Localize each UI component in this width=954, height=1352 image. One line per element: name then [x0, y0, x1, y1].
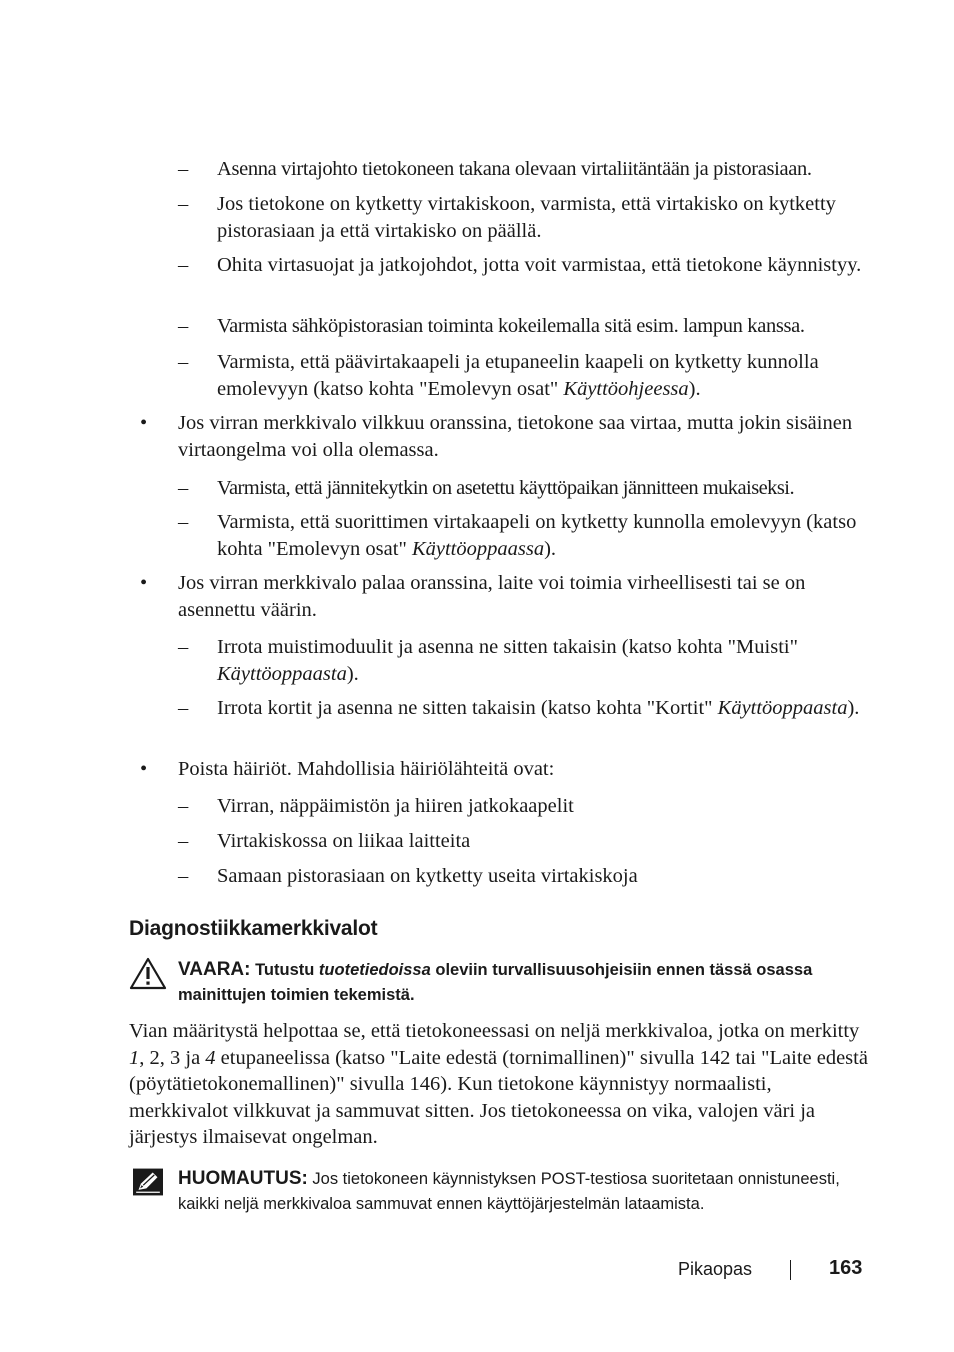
warning-triangle-icon [129, 957, 167, 991]
list-item-text: Varmista sähköpistorasian toiminta kokeilemalla sitä esim. lampun kanssa. [217, 315, 805, 337]
list-item-text: Virran, näppäimistön ja hiiren jatkokaapelit [217, 795, 574, 817]
dash-marker: – [178, 795, 189, 817]
list-item-text: Virtakiskossa on liikaa laitteita [217, 830, 471, 852]
list-item-text: Jos tietokone on kytketty virtakiskoon, varmista, että virtakisko on kytketty pistorasiaan ja että virtakisko on päällä. [217, 193, 836, 242]
dash-marker: – [178, 158, 189, 180]
page-number: 163 [829, 1257, 863, 1279]
list-item-text: Varmista, että jännitekytkin on asetettu käyttöpaikan jännitteen mukaiseksi. [217, 477, 795, 499]
section-heading: Diagnostiikkamerkkivalot [129, 917, 378, 940]
dash-marker: – [178, 254, 189, 276]
note-label: HUOMAUTUS: [178, 1168, 308, 1189]
list-item-text: Ohita virtasuojat ja jatkojohdot, jotta voit varmistaa, että tietokone käynnistyy. [217, 254, 862, 276]
dash-marker: – [178, 511, 189, 533]
list-item-text: Irrota muistimoduulit ja asenna ne sitten takaisin (katso kohta "Muisti" Käyttöoppaasta). [217, 636, 798, 685]
footer-section-label: Pikaopas [678, 1259, 753, 1279]
warning-emphasis: tuotetiedoissa [318, 961, 431, 979]
warning-text: VAARA: Tutustu tuotetiedoissa oleviin turvallisuusohjeisiin ennen tässä osassa mainittujen toimien tekemistä. [178, 959, 813, 1004]
bullet-marker: • [140, 572, 148, 594]
list-item-text: Samaan pistorasiaan on kytketty useita virtakiskoja [217, 865, 638, 887]
list-item-text: Varmista, että suorittimen virtakaapeli on kytketty kunnolla emolevyyn (katso kohta "Emolevyn osat" Käyttöoppaassa). [217, 511, 857, 560]
footer-divider [790, 1260, 791, 1280]
dash-marker: – [178, 315, 189, 337]
warning-label: VAARA: [178, 959, 251, 980]
manual-reference: Käyttöohjeessa [563, 377, 689, 400]
dash-marker: – [178, 477, 189, 499]
list-item-text: Irrota kortit ja asenna ne sitten takaisin (katso kohta "Kortit" Käyttöoppaasta). [217, 697, 860, 719]
dash-marker: – [178, 865, 189, 887]
manual-reference: Käyttöoppaassa [411, 537, 545, 560]
bullet-text: Jos virran merkkivalo palaa oranssina, laite voi toimia virheellisesti tai se on asennettu väärin. [178, 572, 806, 621]
dash-marker: – [178, 697, 189, 719]
dash-marker: – [178, 193, 189, 215]
bullet-text: Jos virran merkkivalo vilkkuu oranssina, tietokone saa virtaa, mutta jokin sisäinen virtaongelma voi olla olemassa. [178, 412, 853, 461]
dash-marker: – [178, 830, 189, 852]
list-item-text: Asenna virtajohto tietokoneen takana olevaan virtaliitäntään ja pistorasiaan. [217, 158, 812, 180]
dash-marker: – [178, 351, 189, 373]
body-paragraph: Vian määritystä helpottaa se, että tietokoneessasi on neljä merkkivaloa, jotka on merkitty 1, 2, 3 ja 4 etupaneelissa (katso "Laite edestä (tornimallinen)" sivulla 142 tai "Laite edestä (pöytätietokonemallinen)" sivulla 146). Kun tietokone käynnistyy normaalisti, merkkivalot vilkkuvat ja sammuvat sitten. Jos tietokoneessa on vika, valojen väri ja järjestys ilmaisevat ongelman. [129, 1020, 868, 1148]
dash-marker: – [178, 636, 189, 658]
note-text: HUOMAUTUS: Jos tietokoneen käynnistyksen POST-testiosa suoritetaan onnistuneesti, kaikki neljä merkkivaloa sammuvat ennen käyttöjärjestelmän lataamista. [178, 1168, 840, 1213]
manual-reference: Käyttöoppaasta [217, 662, 347, 685]
bullet-marker: • [140, 412, 148, 434]
bullet-text: Poista häiriöt. Mahdollisia häiriölähteitä ovat: [178, 758, 555, 780]
list-item-text: Varmista, että päävirtakaapeli ja etupaneelin kaapeli on kytketty kunnolla emolevyyn (katso kohta "Emolevyn osat" Käyttöohjeessa). [217, 351, 819, 400]
bullet-marker: • [140, 758, 148, 780]
note-pencil-icon [133, 1168, 163, 1196]
manual-reference: Käyttöoppaasta [717, 697, 848, 719]
